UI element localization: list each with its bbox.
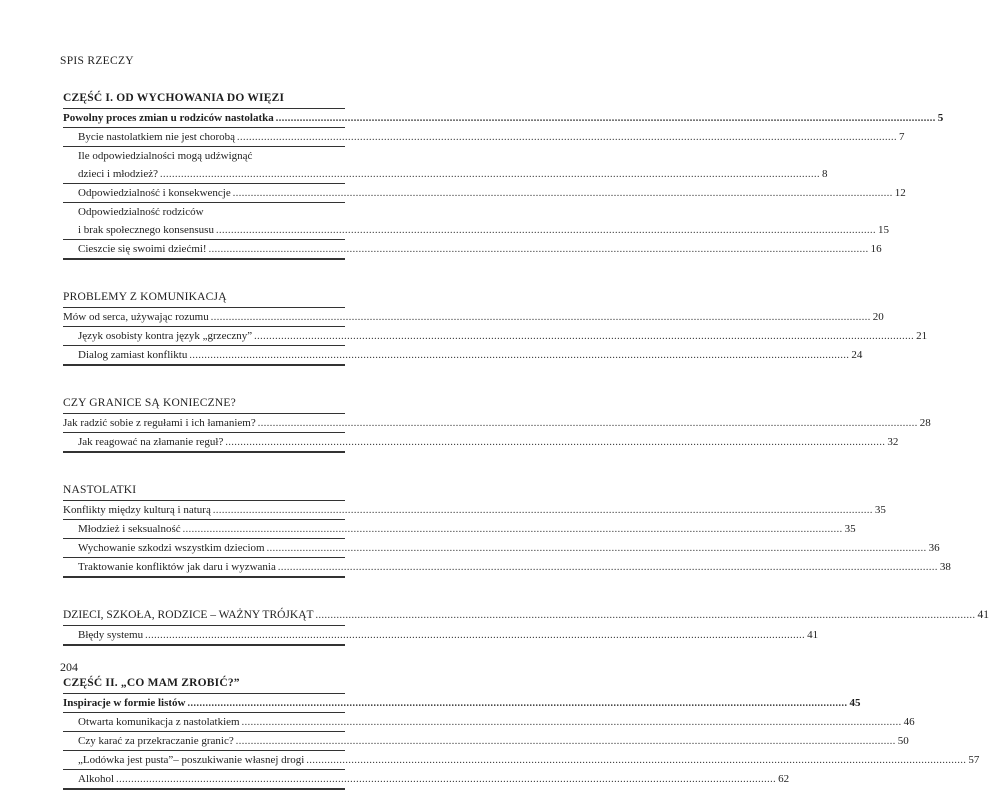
section-gap xyxy=(63,453,345,480)
toc-entry[interactable] xyxy=(63,751,980,770)
toc-entry[interactable] xyxy=(63,539,940,558)
toc-entry[interactable] xyxy=(63,221,889,240)
toc-entry-title: Jak reagować na złamanie reguł? xyxy=(78,436,224,448)
toc-entry[interactable] xyxy=(63,520,856,539)
table-of-contents xyxy=(63,88,989,790)
toc-entry-page-number: 46 xyxy=(903,716,915,728)
toc-entry-page-number: 20 xyxy=(872,311,884,323)
toc-section xyxy=(63,88,944,260)
toc-entry-page-number: 8 xyxy=(822,168,828,180)
section-gap xyxy=(63,578,345,605)
toc-entry-page-number: 16 xyxy=(870,243,882,255)
dot-leader: ............................................................................................................................................................................................................................ xyxy=(208,244,869,255)
toc-entry-title: Odpowiedzialność rodziców xyxy=(78,206,204,218)
toc-entry[interactable] xyxy=(63,203,345,221)
toc-entry-page-number: 41 xyxy=(807,629,819,641)
page-number: 204 xyxy=(60,660,78,674)
toc-entry-title: Wychowanie szkodzi wszystkim dzieciom xyxy=(78,542,265,554)
dot-leader: ............................................................................................................................................................................................................................ xyxy=(315,610,976,621)
toc-entry-title: Konflikty między kulturą i naturą xyxy=(63,504,211,516)
toc-entry-page-number: 7 xyxy=(899,131,905,143)
toc-entry-page-number: 28 xyxy=(919,417,931,429)
dot-leader: ............................................................................................................................................................................................................................ xyxy=(145,630,806,641)
toc-entry[interactable] xyxy=(63,109,944,128)
dot-leader: ............................................................................................................................................................................................................................ xyxy=(277,562,938,573)
toc-heading: SPIS RZECZY xyxy=(60,55,134,67)
toc-entry-title: Ile odpowiedzialności mogą udźwignąć xyxy=(78,150,253,162)
toc-entry-title: Odpowiedzialność i konsekwencje xyxy=(78,187,231,199)
section-title-text: DZIECI, SZKOŁA, RODZICE – WAŻNY TRÓJKĄT xyxy=(63,609,314,621)
toc-entry-title: Mów od serca, używając rozumu xyxy=(63,311,209,323)
toc-entry-page-number: 38 xyxy=(939,561,951,573)
toc-entry[interactable] xyxy=(63,713,915,732)
section-gap xyxy=(63,366,345,393)
toc-entry-page-number: 57 xyxy=(968,754,980,766)
toc-entry-page-number: 32 xyxy=(887,436,899,448)
toc-entry-page-number: 50 xyxy=(897,735,909,747)
toc-entry[interactable] xyxy=(63,165,828,184)
toc-entry[interactable] xyxy=(63,558,951,577)
dot-leader: ............................................................................................................................................................................................................................ xyxy=(225,437,886,448)
section-gap xyxy=(63,260,345,287)
dot-leader: ............................................................................................................................................................................................................................ xyxy=(187,698,848,709)
toc-entry[interactable] xyxy=(63,770,790,789)
toc-entry-title: Inspiracje w formie listów xyxy=(63,697,186,709)
section-title: CZĘŚĆ II. „CO MAM ZROBIĆ?” xyxy=(63,673,345,694)
toc-entry-title: Bycie nastolatkiem nie jest chorobą xyxy=(78,131,236,143)
section-title: PROBLEMY Z KOMUNIKACJĄ xyxy=(63,287,345,308)
toc-entry-page-number: 24 xyxy=(851,349,863,361)
toc-entry-title: Traktowanie konfliktów jak daru i wyzwania xyxy=(78,561,276,573)
toc-entry[interactable] xyxy=(63,147,345,165)
dot-leader: ............................................................................................................................................................................................................................ xyxy=(257,418,918,429)
toc-entry-title: Młodzież i seksualność xyxy=(78,523,181,535)
toc-entry[interactable] xyxy=(63,414,931,433)
dot-leader: ............................................................................................................................................................................................................................ xyxy=(210,312,871,323)
toc-entry-page-number: 36 xyxy=(928,542,940,554)
toc-entry-title: i brak społecznego konsensusu xyxy=(78,224,214,236)
dot-leader: ............................................................................................................................................................................................................................ xyxy=(160,169,821,180)
toc-entry[interactable] xyxy=(63,128,905,147)
section-title: CZĘŚĆ I. OD WYCHOWANIA DO WIĘZI xyxy=(63,88,345,109)
toc-entry-page-number: 15 xyxy=(877,224,889,236)
dot-leader: ............................................................................................................................................................................................................................ xyxy=(232,188,893,199)
toc-entry[interactable] xyxy=(63,346,863,365)
toc-entry-page-number: 21 xyxy=(916,330,928,342)
dot-leader: ............................................................................................................................................................................................................................ xyxy=(189,350,850,361)
dot-leader: ............................................................................................................................................................................................................................ xyxy=(275,113,936,124)
dot-leader: ............................................................................................................................................................................................................................ xyxy=(241,717,902,728)
toc-entry[interactable] xyxy=(63,308,884,327)
dot-leader: ............................................................................................................................................................................................................................ xyxy=(235,736,896,747)
toc-section xyxy=(63,480,951,578)
dot-leader: ............................................................................................................................................................................................................................ xyxy=(215,225,876,236)
toc-entry-title: Dialog zamiast konfliktu xyxy=(78,349,188,361)
toc-entry-page-number: 5 xyxy=(937,112,944,124)
toc-entry-title: Powolny proces zmian u rodziców nastolatka xyxy=(63,112,274,124)
toc-entry-title: dzieci i młodzież? xyxy=(78,168,159,180)
toc-section xyxy=(63,673,980,790)
dot-leader: ............................................................................................................................................................................................................................ xyxy=(266,543,927,554)
dot-leader: ............................................................................................................................................................................................................................ xyxy=(237,132,898,143)
toc-entry-page-number: 12 xyxy=(894,187,906,199)
toc-entry-title: Alkohol xyxy=(78,773,115,785)
dot-leader: ............................................................................................................................................................................................................................ xyxy=(306,755,967,766)
toc-entry[interactable] xyxy=(63,240,882,259)
toc-entry-title: Cieszcie się swoimi dziećmi! xyxy=(78,243,207,255)
dot-leader: ............................................................................................................................................................................................................................ xyxy=(254,331,915,342)
toc-section xyxy=(63,287,928,366)
toc-entry-title: Język osobisty kontra język „grzeczny” xyxy=(78,330,253,342)
section-page-number: 41 xyxy=(977,609,989,621)
toc-entry[interactable] xyxy=(63,626,819,645)
dot-leader: ............................................................................................................................................................................................................................ xyxy=(212,505,873,516)
toc-entry-title: Otwarta komunikacja z nastolatkiem xyxy=(78,716,240,728)
dot-leader: ............................................................................................................................................................................................................................ xyxy=(182,524,843,535)
section-title: CZY GRANICE SĄ KONIECZNE? xyxy=(63,393,345,414)
toc-section xyxy=(63,393,931,453)
section-title: NASTOLATKI xyxy=(63,480,345,501)
toc-entry[interactable] xyxy=(63,694,861,713)
toc-entry-page-number: 62 xyxy=(778,773,790,785)
toc-entry[interactable] xyxy=(63,501,886,520)
toc-entry[interactable] xyxy=(63,184,906,203)
toc-entry[interactable] xyxy=(63,327,928,346)
dot-leader: ............................................................................................................................................................................................................................ xyxy=(116,774,777,785)
toc-entry[interactable] xyxy=(63,732,909,751)
toc-entry-title: Jak radzić sobie z regułami i ich łamaniem? xyxy=(63,417,256,429)
toc-entry-page-number: 35 xyxy=(874,504,886,516)
toc-entry-title: „Lodówka jest pusta”– poszukiwanie własnej drogi xyxy=(78,754,305,766)
toc-entry-page-number: 35 xyxy=(844,523,856,535)
toc-entry-title: Błędy systemu xyxy=(78,629,144,641)
section-gap xyxy=(63,646,345,673)
toc-entry-page-number: 45 xyxy=(849,697,861,709)
toc-section xyxy=(63,605,989,646)
section-title xyxy=(63,605,989,626)
toc-entry[interactable] xyxy=(63,433,899,452)
toc-entry-title: Czy karać za przekraczanie granic? xyxy=(78,735,234,747)
